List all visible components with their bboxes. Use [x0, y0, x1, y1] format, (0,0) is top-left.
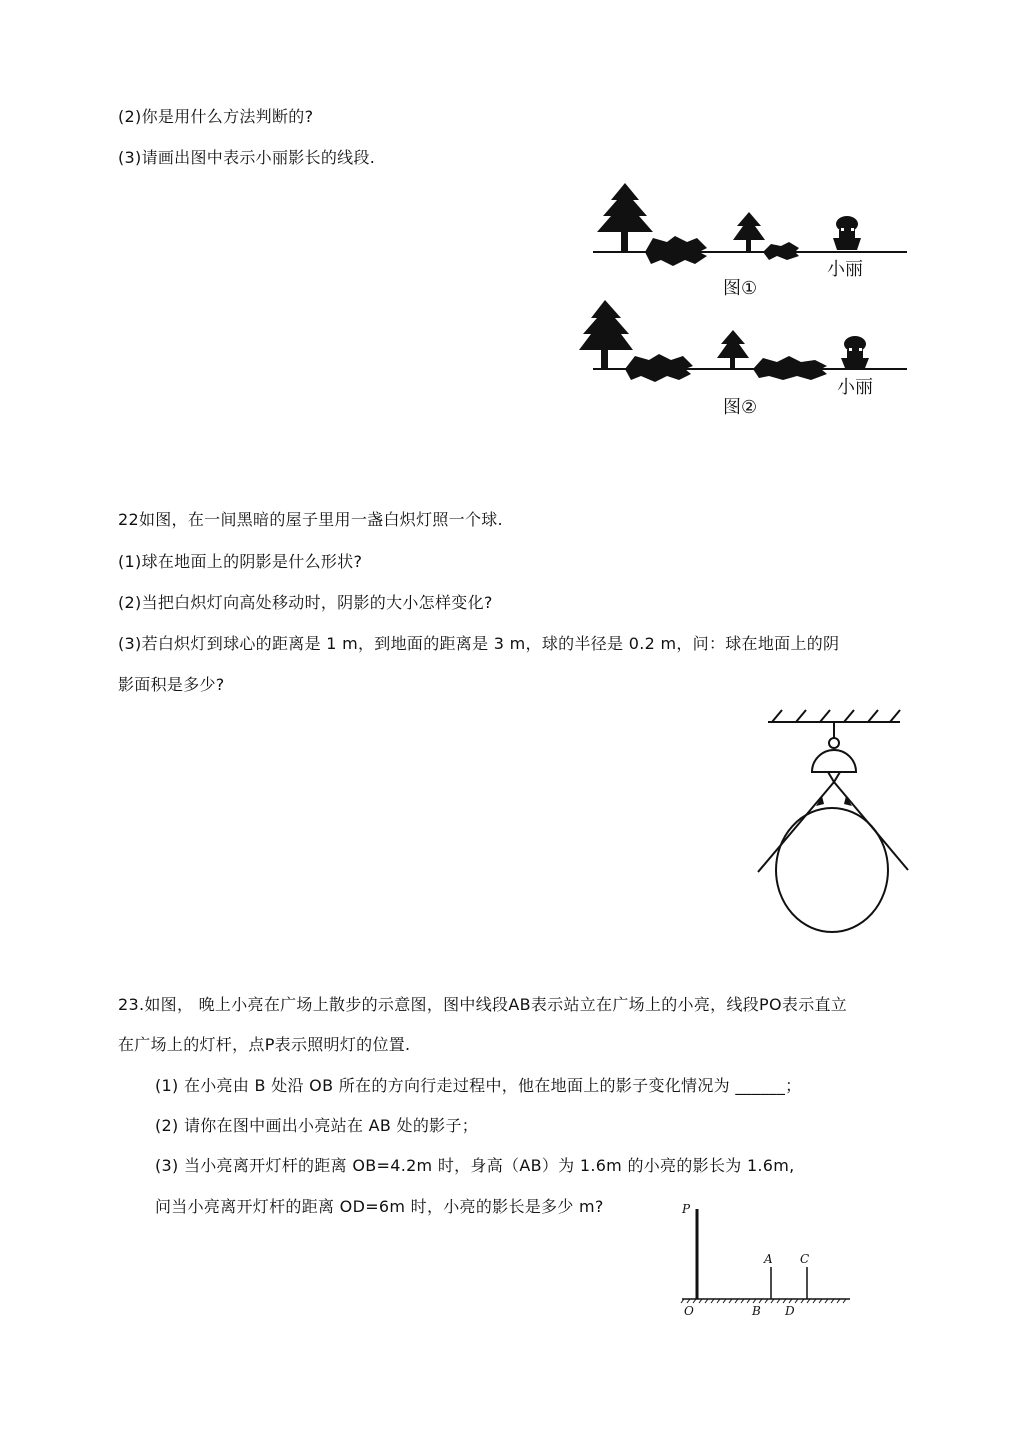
q22-part1: (1)球在地面上的阴影是什么形状?	[118, 552, 363, 571]
point-b-label: B	[752, 1304, 761, 1318]
tree-shadow-icon	[625, 354, 693, 382]
figure-1-caption: 图①	[723, 278, 758, 299]
big-tree-icon	[597, 183, 653, 252]
point-p-label: P	[682, 1202, 691, 1216]
big-tree-icon	[579, 300, 633, 369]
q21-part2-text: (2)你是用什么方法判断的?	[118, 107, 314, 126]
q23-part3-line1: (3) 当小亮离开灯杆的距离 OB=4.2m 时，身高（AB）为 1.6m 的小亮的影长为 1.6m,	[155, 1156, 795, 1175]
point-a-label: A	[764, 1252, 773, 1266]
girl-label-2: 小丽	[837, 377, 873, 398]
q23-part2: (2) 请你在图中画出小亮站在 AB 处的影子；	[155, 1116, 479, 1135]
q22-part2: (2)当把白炽灯向高处移动时，阴影的大小怎样变化?	[118, 593, 493, 612]
q22-part3-line2: 影面积是多少?	[118, 675, 225, 694]
point-c-label: C	[800, 1252, 810, 1266]
lamppost-figure	[670, 1195, 860, 1325]
figure-1	[593, 183, 907, 299]
q22-stem: 22如图，在一间黑暗的屋子里用一盏白炽灯照一个球.	[118, 510, 503, 529]
small-tree-shadow-icon	[753, 356, 827, 380]
q23-stem-line1: 23.如图， 晚上小亮在广场上散步的示意图，图中线段AB表示站立在广场上的小亮，线段PO表示直立	[118, 995, 848, 1014]
point-d-label: D	[785, 1304, 795, 1318]
girl-icon	[841, 336, 869, 368]
tree-shadow-icon	[645, 236, 707, 266]
figure-2	[579, 300, 907, 418]
girl-icon	[833, 216, 861, 250]
q21-part3-text: (3)请画出图中表示小丽影长的线段.	[118, 148, 376, 167]
girl-label-1: 小丽	[827, 259, 863, 280]
ball-shape	[776, 808, 888, 932]
small-tree-icon	[733, 212, 765, 252]
ground-line	[681, 1299, 850, 1303]
figure-2-caption: 图②	[723, 397, 758, 418]
point-o-label: O	[684, 1304, 694, 1318]
tree-shadow-figure	[575, 178, 915, 428]
q23-stem-line2: 在广场上的灯杆，点P表示照明灯的位置.	[118, 1035, 411, 1054]
q22-part3-line1: (3)若白炽灯到球心的距离是 1 m，到地面的距离是 3 m，球的半径是 0.2 m，问：球在地面上的阴	[118, 634, 840, 653]
small-tree-shadow-icon	[763, 242, 799, 260]
q23-part1: (1) 在小亮由 B 处沿 OB 所在的方向行走过程中，他在地面上的影子变化情况为 ______；	[155, 1076, 802, 1095]
q23-part3-line2: 问当小亮离开灯杆的距离 OD=6m 时，小亮的影长是多少 m?	[155, 1197, 604, 1216]
lamp-ball-figure	[750, 700, 920, 940]
ceiling-icon	[768, 710, 900, 722]
small-tree-icon	[717, 330, 749, 369]
lamp-icon	[812, 722, 856, 782]
light-rays	[758, 782, 908, 872]
